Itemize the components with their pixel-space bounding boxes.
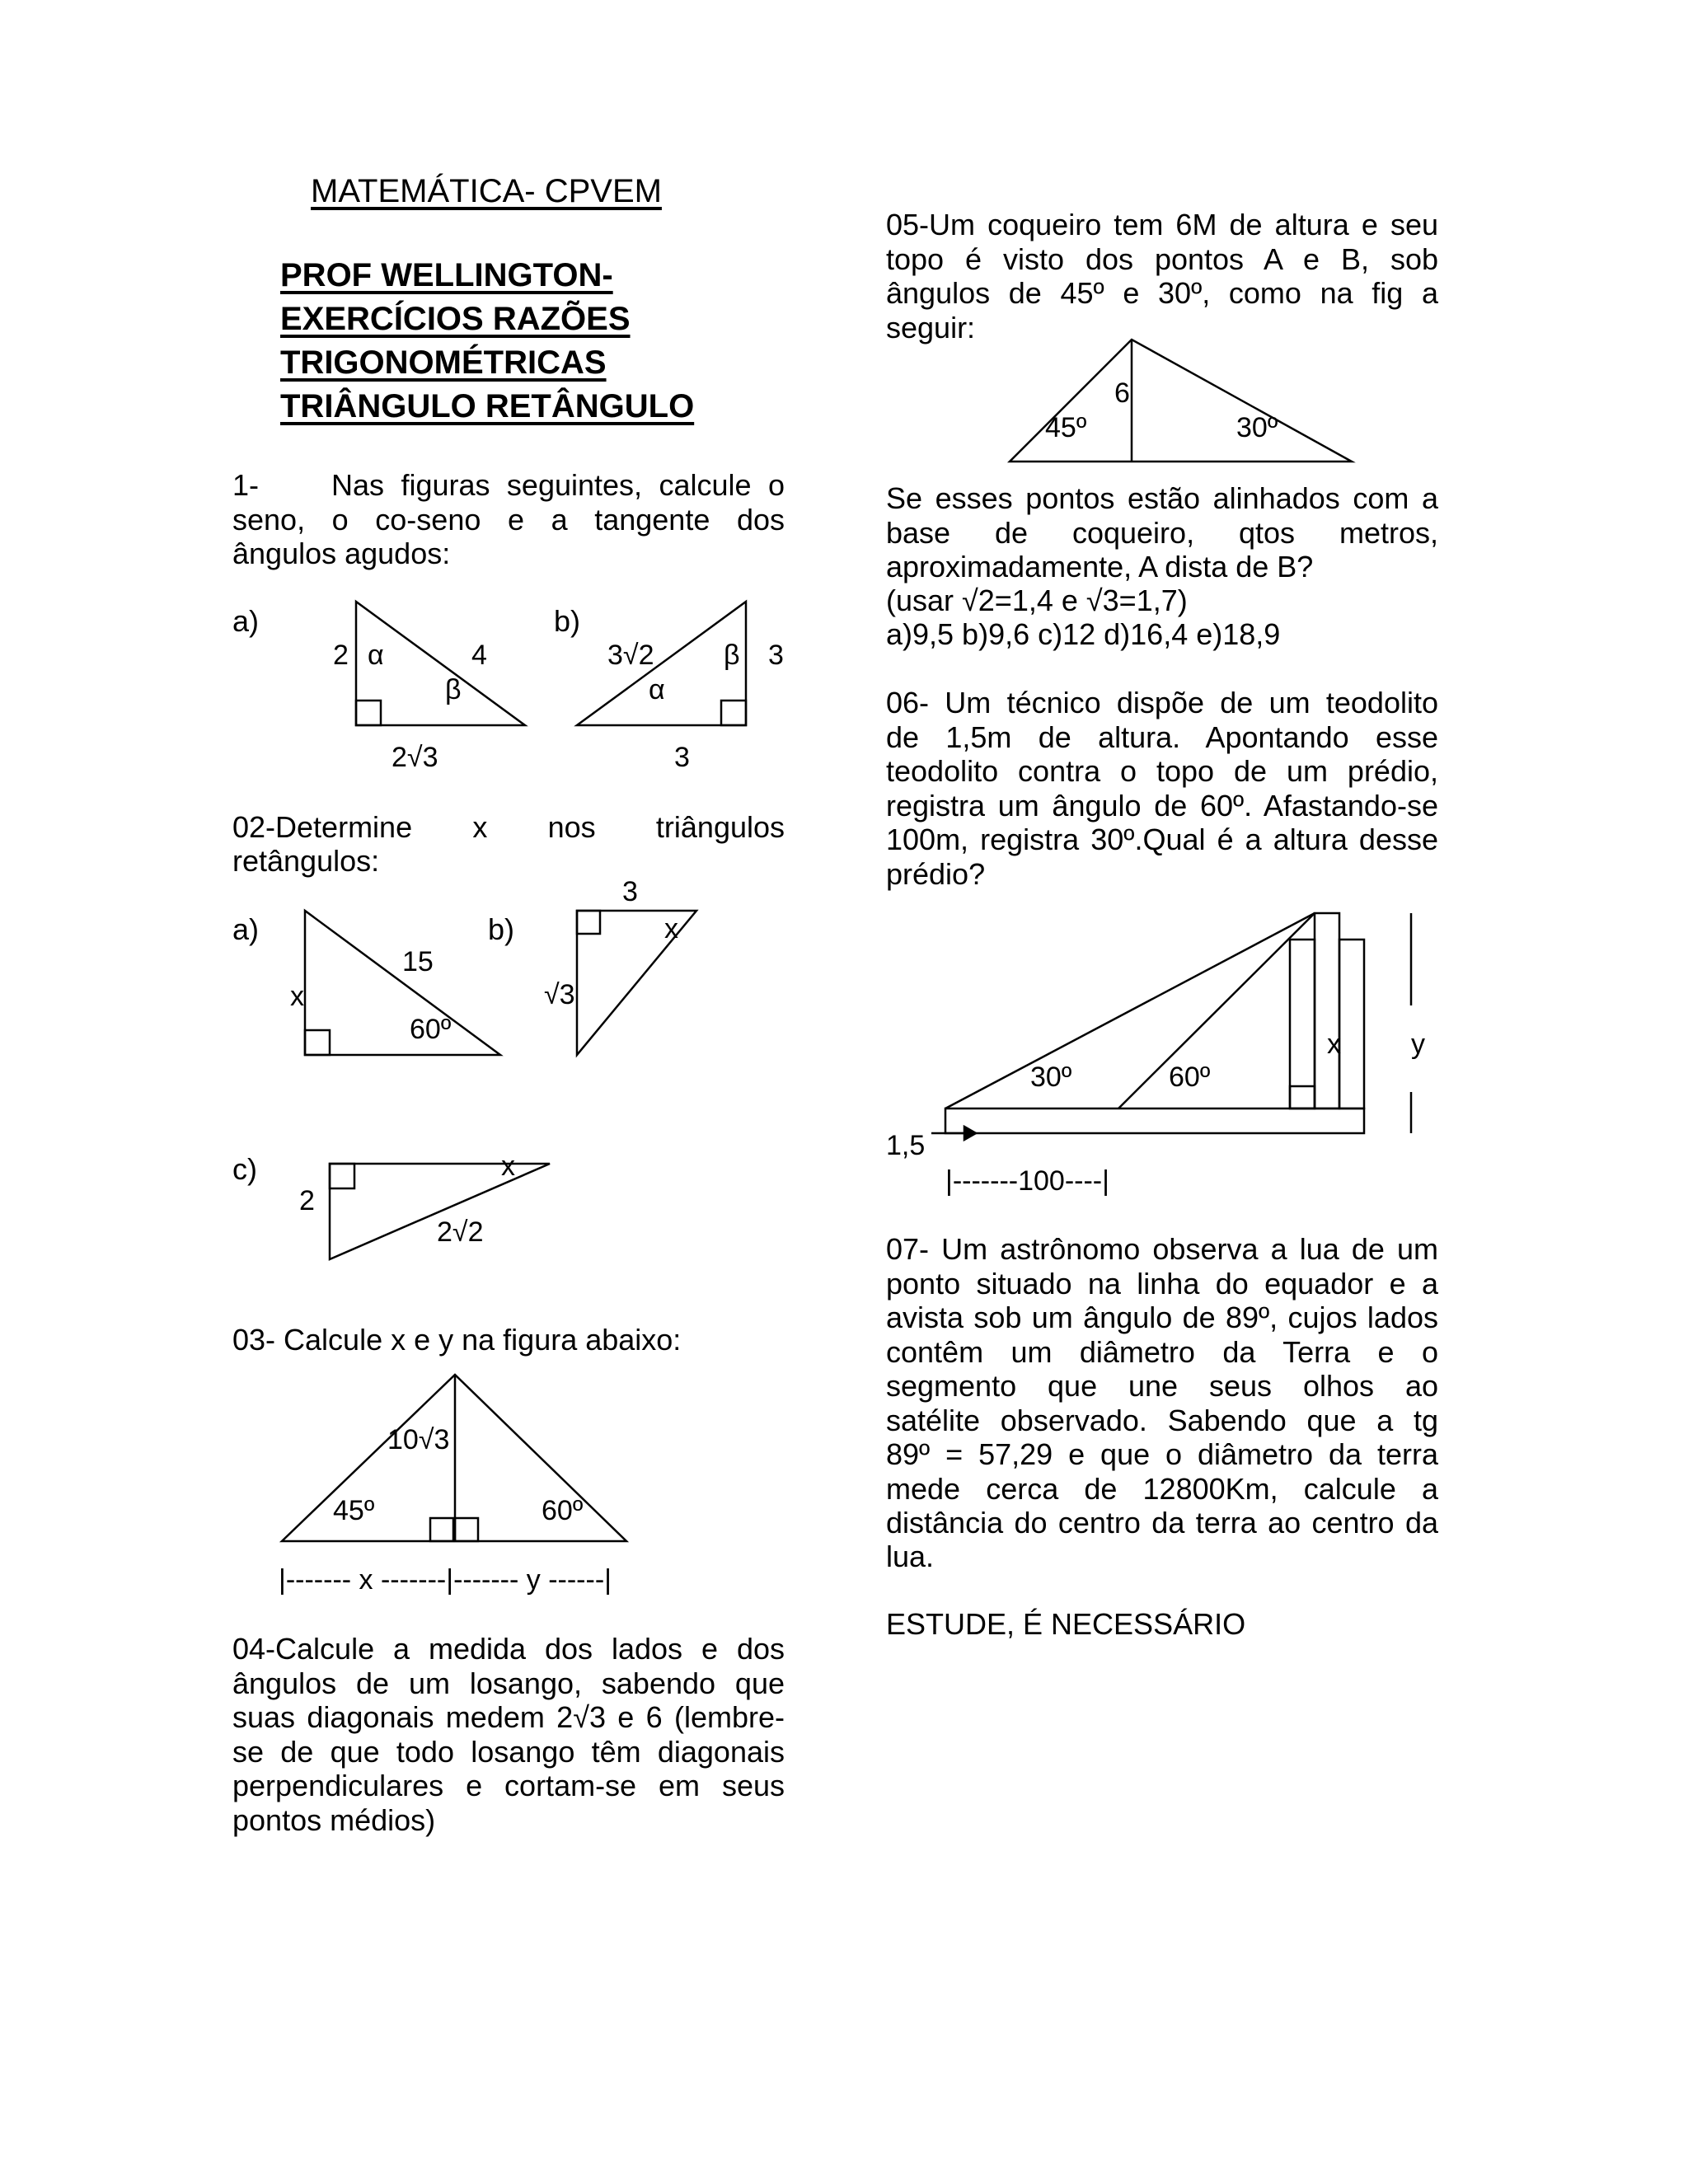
q6-distance: |-------100----| [945,1165,1109,1197]
q7-line-2: ponto situado na linha do equador e a [886,1266,1438,1301]
q4-line-4: se de que todo losango têm diagonais [232,1734,785,1769]
q5-line-1: 05-Um coqueiro tem 6M de altura e seu [886,208,1438,241]
q1a-alpha: α [368,640,384,671]
page-title: MATEMÁTICA- CPVEM [311,173,662,209]
q6-x: x [1327,1029,1341,1060]
q5-after-line-1: Se esses pontos estão alinhados com a [886,481,1438,515]
q1-line-3: ângulos agudos: [232,537,451,570]
q1a-hyp: 4 [471,640,487,671]
q2c-side: 2 [299,1185,315,1216]
q7-line-6: satélite observado. Sabendo que a tg [886,1403,1438,1437]
q1-line-1: Nas figuras seguintes, calcule o [331,468,785,502]
subtitle-line-4: TRIÂNGULO RETÂNGULO [280,388,695,424]
q1b-beta: β [724,640,740,671]
q5-height: 6 [1114,377,1130,409]
q3-text: 03- Calcule x e y na figura abaixo: [232,1323,682,1357]
q2-text-line-2: retângulos: [232,844,380,878]
q7-line-8: mede cerca de 12800Km, calcule a [886,1471,1438,1506]
q7-line-5: segmento que une seus olhos ao [886,1369,1438,1403]
q5-options: a)9,5 b)9,6 c)12 d)16,4 e)18,9 [886,617,1281,651]
q1-number: 1- [232,468,260,502]
q6-line-2: de 1,5m de altura. Apontando esse [886,719,1438,754]
q5-angle-right: 30º [1236,412,1278,443]
q6-line-5: 100m, registra 30º.Qual é a altura desse [886,823,1438,856]
q1b-hyp: 3√2 [607,640,654,671]
q5-after-line-4: (usar √2=1,4 e √3=1,7) [886,583,1188,617]
q2a-x: x [290,981,304,1012]
footer-note: ESTUDE, É NECESSÁRIO [886,1607,1246,1641]
q1b-side-right: 3 [768,640,784,671]
q5-angle-left: 45º [1045,412,1087,443]
subtitle-line-1: PROF WELLINGTON- [280,257,613,293]
q3-angle-left: 45º [333,1495,375,1526]
q6-angle-60: 60º [1169,1062,1211,1093]
q2c-x: x [501,1151,515,1182]
q2b-x: x [664,913,678,944]
q6-y: y [1411,1029,1425,1060]
q7-line-1: 07- Um astrônomo observa a lua de um [886,1232,1438,1266]
q1b-alpha: α [649,674,665,705]
q1b-label: b) [554,604,581,638]
subtitle-line-3: TRIGONOMÉTRICAS [280,344,607,381]
q7-line-last: lua. [886,1540,935,1573]
q5-after-line-2: base de coqueiro, qtos metros, [886,515,1438,550]
q2a-label: a) [232,912,260,946]
q1-line-2: seno, o co-seno e a tangente dos [232,502,785,537]
q7-line-4: contêm um diâmetro da Terra e o [886,1334,1438,1369]
q3-angle-right: 60º [542,1495,584,1526]
q5-line-last: seguir: [886,311,976,344]
q3-measure: |------- x -------|------- y ------| [279,1564,612,1596]
q1b-base: 3 [674,742,690,773]
q6-height: 1,5 [886,1130,926,1161]
q6-line-3: teodolito contra o topo de um prédio, [886,754,1438,788]
q2a-angle: 60º [410,1014,452,1045]
subtitle-line-2: EXERCÍCIOS RAZÕES [280,301,631,337]
q1a-label: a) [232,604,260,638]
q4-line-1: 04-Calcule a medida dos lados e dos [232,1632,785,1666]
q2b-side: √3 [544,979,575,1010]
q2-text-line-1: 02-Determine x nos triângulos [232,810,785,844]
q5-line-2: topo é visto dos pontos A e B, sob [886,241,1438,276]
q1a-base: 2√3 [392,742,438,773]
q6-line-4: registra um ângulo de 60º. Afastando-se [886,788,1438,823]
q4-line-5: perpendiculares e cortam-se em seus [232,1769,785,1802]
q2b-label: b) [488,912,515,946]
q4-line-last: pontos médios) [232,1803,436,1837]
q2c-label: c) [232,1152,257,1186]
q1a-beta: β [445,674,462,705]
q7-line-3: avista sob um ângulo de 89º, cujos lados [886,1301,1438,1334]
q4-line-2: ângulos de um losango, sabendo que [232,1666,785,1700]
q2a-hyp: 15 [402,946,434,977]
q1a-side-left: 2 [333,640,349,671]
q3-height: 10√3 [387,1424,450,1455]
q6-angle-30: 30º [1030,1062,1072,1093]
q5-line-3: ângulos de 45º e 30º, como na fig a [886,276,1438,310]
q7-line-7: 89º = 57,29 e que o diâmetro da terra [886,1437,1438,1471]
q7-line-9: distância do centro da terra ao centro da [886,1506,1438,1540]
q2b-top: 3 [622,876,638,907]
q5-after-line-3: aproximadamente, A dista de B? [886,550,1314,583]
q6-line-last: prédio? [886,857,986,891]
q6-line-1: 06- Um técnico dispõe de um teodolito [886,686,1438,719]
q4-line-3: suas diagonais medem 2√3 e 6 (lembre- [232,1700,785,1734]
q7-text [886,1232,1438,1540]
q2c-hyp: 2√2 [437,1216,484,1248]
